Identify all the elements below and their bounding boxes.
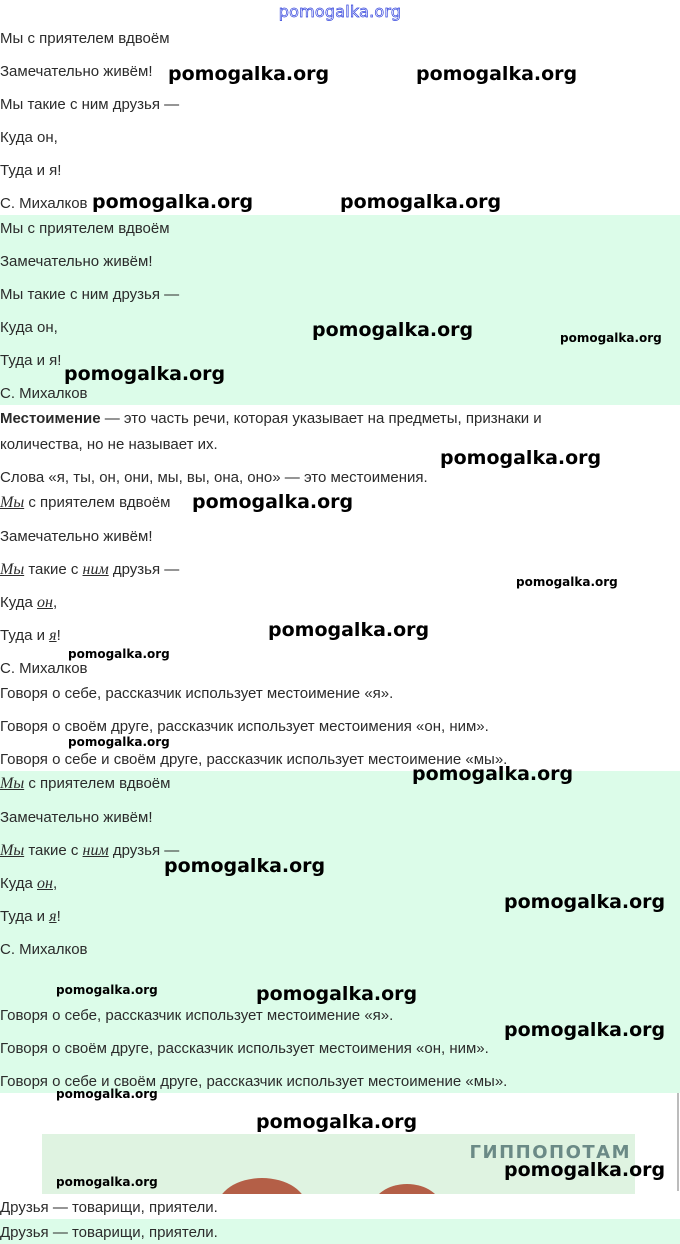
poem-text: друзья — [108, 842, 180, 859]
poem-text: с приятелем вдвоём [24, 775, 171, 792]
pronoun-nim: ним [82, 561, 109, 578]
poem-line: Мы такие с ним друзья — [0, 286, 180, 303]
watermark: pomogalka.org [516, 575, 618, 589]
watermark: pomogalka.org [92, 191, 254, 213]
watermark: pomogalka.org [268, 619, 430, 641]
hippo-label: ГИППОПОТАМ [469, 1142, 631, 1163]
poem-text: , [52, 875, 58, 892]
poem-line: Замечательно живём! [0, 253, 153, 270]
poem-line [0, 775, 170, 793]
poem-line: Туда и я! [0, 352, 62, 369]
poem-text: с приятелем вдвоём [24, 494, 171, 511]
poem-author: С. Михалков [0, 385, 88, 402]
watermark: pomogalka.org [312, 319, 474, 341]
pronoun-nim: ним [82, 842, 109, 859]
watermark: pomogalka.org [192, 491, 354, 513]
poem-author: С. Михалков [0, 941, 88, 958]
watermark: pomogalka.org [164, 855, 326, 877]
watermark: pomogalka.org [256, 983, 418, 1005]
analysis-line: Говоря о себе и своём друге, рассказчик использует местоимение «мы». [0, 751, 508, 768]
poem-text: ! [56, 908, 61, 925]
hippo-shape [372, 1184, 442, 1194]
pronoun-on: он [37, 594, 53, 611]
pronoun-my: Мы [0, 842, 25, 859]
poem-line [0, 842, 179, 860]
analysis-line: Говоря о себе и своём друге, рассказчик использует местоимение «мы». [0, 1073, 508, 1090]
pronoun-on: он [37, 875, 53, 892]
poem-line: Мы с приятелем вдвоём [0, 30, 170, 47]
poem-text: друзья — [108, 561, 180, 578]
watermark: pomogalka.org [64, 363, 226, 385]
poem-text: Куда [0, 594, 38, 611]
poem-line [0, 627, 61, 645]
friends-line: Друзья — товарищи, приятели. [0, 1199, 218, 1216]
poem-author: С. Михалков [0, 195, 88, 212]
analysis-line: Говоря о своём друге, рассказчик использует местоимения «он, ним». [0, 1040, 489, 1057]
watermark: pomogalka.org [340, 191, 502, 213]
poem-line: Мы такие с ним друзья — [0, 96, 180, 113]
top-watermark: pomogalka.org [278, 2, 402, 21]
examples-line: Слова «я, ты, он, они, мы, вы, она, оно» — это местоимения. [0, 469, 428, 486]
poem-text: такие с [24, 842, 83, 859]
watermark: pomogalka.org [504, 1019, 666, 1041]
pronoun-my: Мы [0, 561, 25, 578]
poem-line [0, 908, 61, 926]
definition-text: — это часть речи, которая указывает на предметы, признаки и [100, 410, 542, 427]
watermark: pomogalka.org [256, 1111, 418, 1133]
watermark: pomogalka.org [68, 735, 170, 749]
definition-line [0, 410, 542, 428]
watermark: pomogalka.org [504, 1159, 666, 1181]
poem-line [0, 594, 57, 612]
poem-text: Туда и [0, 627, 50, 644]
poem-text: ! [56, 627, 61, 644]
watermark: pomogalka.org [504, 891, 666, 913]
poem-line: Замечательно живём! [0, 63, 153, 80]
definition-term: Местоимение [0, 410, 101, 427]
pronoun-my: Мы [0, 494, 25, 511]
watermark: pomogalka.org [168, 63, 330, 85]
watermark: pomogalka.org [56, 1175, 158, 1189]
poem-line [0, 561, 179, 579]
pronoun-ya: я [49, 908, 57, 925]
watermark: pomogalka.org [412, 763, 574, 785]
analysis-line: Говоря о своём друге, рассказчик использует местоимения «он, ним». [0, 718, 489, 735]
pronoun-my: Мы [0, 775, 25, 792]
pronoun-ya: я [49, 627, 57, 644]
hippo-shape [217, 1178, 307, 1194]
poem-text: Туда и [0, 908, 50, 925]
watermark: pomogalka.org [560, 331, 662, 345]
definition-line: количества, но не называет их. [0, 436, 218, 453]
poem-text: Куда [0, 875, 38, 892]
scrollbar[interactable] [677, 1093, 679, 1191]
watermark: pomogalka.org [56, 1087, 158, 1101]
watermark: pomogalka.org [440, 447, 602, 469]
poem-line: Мы с приятелем вдвоём [0, 220, 170, 237]
poem-line: Куда он, [0, 129, 58, 146]
watermark: pomogalka.org [416, 63, 578, 85]
analysis-line: Говоря о себе, рассказчик использует местоимение «я». [0, 1007, 394, 1024]
poem-line: Замечательно живём! [0, 809, 153, 826]
poem-line [0, 494, 170, 512]
poem-author: С. Михалков [0, 660, 88, 677]
analysis-line: Говоря о себе, рассказчик использует местоимение «я». [0, 685, 394, 702]
poem-line: Туда и я! [0, 162, 62, 179]
watermark: pomogalka.org [68, 647, 170, 661]
poem-text: , [52, 594, 58, 611]
watermark: pomogalka.org [56, 983, 158, 997]
poem-text: такие с [24, 561, 83, 578]
poem-line: Замечательно живём! [0, 528, 153, 545]
friends-line: Друзья — товарищи, приятели. [0, 1224, 218, 1241]
poem-line [0, 875, 57, 893]
poem-line: Куда он, [0, 319, 58, 336]
